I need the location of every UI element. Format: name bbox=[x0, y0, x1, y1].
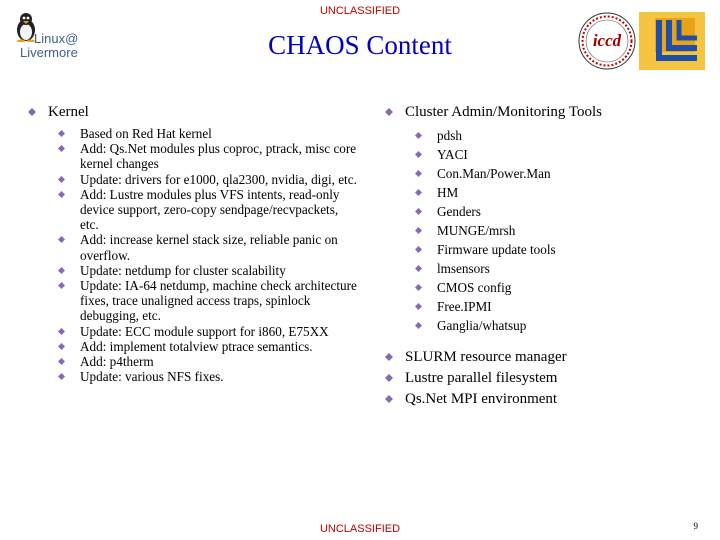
logo-line-1: Linux@ bbox=[34, 31, 79, 46]
diamond-bullet-icon bbox=[58, 343, 65, 350]
diamond-bullet-icon bbox=[415, 265, 422, 272]
page-number: 9 bbox=[693, 521, 698, 531]
diamond-bullet-icon bbox=[58, 176, 65, 183]
list-item bbox=[58, 126, 358, 141]
diamond-bullet-icon bbox=[385, 374, 393, 382]
list-item bbox=[415, 221, 705, 240]
list-item bbox=[58, 369, 358, 384]
tool-item-text: Con.Man/Power.Man bbox=[437, 166, 551, 181]
list-item bbox=[415, 316, 705, 335]
diamond-bullet-icon bbox=[415, 227, 422, 234]
extra-item-text: Qs.Net MPI environment bbox=[405, 391, 558, 407]
cluster-tools-heading: Cluster Admin/Monitoring Tools bbox=[405, 104, 603, 120]
tool-item-text: MUNGE/mrsh bbox=[437, 223, 516, 238]
tool-item-text: pdsh bbox=[437, 128, 462, 143]
kernel-item-text: Add: increase kernel stack size, reliable panic on overflow. bbox=[80, 232, 338, 263]
diamond-bullet-icon bbox=[58, 373, 65, 380]
logo-line-2: Livermore bbox=[20, 45, 78, 60]
diamond-bullet-icon bbox=[58, 130, 65, 137]
classification-top: UNCLASSIFIED bbox=[319, 5, 401, 17]
list-item bbox=[415, 297, 705, 316]
diamond-bullet-icon bbox=[58, 236, 65, 243]
cluster-tools-list bbox=[385, 126, 705, 335]
list-item bbox=[415, 278, 705, 297]
list-item bbox=[58, 278, 358, 324]
kernel-heading: Kernel bbox=[48, 104, 89, 120]
diamond-bullet-icon bbox=[415, 303, 422, 310]
kernel-item-text: Update: netdump for cluster scalability bbox=[80, 262, 286, 278]
diamond-bullet-icon bbox=[58, 358, 65, 365]
kernel-item-text: Add: p4therm bbox=[80, 354, 154, 370]
list-item bbox=[58, 187, 358, 233]
iccd-seal-text: iccd bbox=[592, 31, 622, 50]
list-item bbox=[415, 259, 705, 278]
tool-item-text: CMOS config bbox=[437, 280, 512, 295]
list-item bbox=[385, 349, 705, 366]
right-column bbox=[385, 104, 705, 412]
kernel-item-text: Update: IA-64 netdump, machine check architecture fixes, trace unaligned access traps, spinlock debugging, etc. bbox=[80, 278, 357, 324]
list-item bbox=[415, 145, 705, 164]
list-item bbox=[415, 240, 705, 259]
list-item bbox=[58, 232, 358, 262]
diamond-bullet-icon bbox=[385, 395, 393, 403]
tool-item-text: HM bbox=[437, 185, 459, 200]
diamond-bullet-icon bbox=[58, 267, 65, 274]
bullet-kernel bbox=[28, 104, 358, 121]
list-item bbox=[58, 324, 358, 339]
tool-item-text: Genders bbox=[437, 204, 481, 219]
diamond-bullet-icon bbox=[385, 108, 393, 116]
diamond-bullet-icon bbox=[415, 246, 422, 253]
list-item bbox=[415, 164, 705, 183]
list-item bbox=[58, 354, 358, 369]
slide-title: CHAOS Content bbox=[268, 30, 452, 60]
kernel-item-text: Update: drivers for e1000, qla2300, nvidia, digi, etc. bbox=[80, 171, 357, 187]
diamond-bullet-icon bbox=[385, 353, 393, 361]
list-item bbox=[415, 202, 705, 221]
tool-item-text: Ganglia/whatsup bbox=[437, 318, 527, 333]
kernel-item-text: Update: various NFS fixes. bbox=[80, 369, 224, 385]
diamond-bullet-icon bbox=[415, 208, 422, 215]
extra-list bbox=[385, 349, 705, 408]
list-item bbox=[58, 263, 358, 278]
list-item bbox=[58, 141, 358, 171]
list-item bbox=[58, 339, 358, 354]
diamond-bullet-icon bbox=[58, 282, 65, 289]
bullet-cluster-tools bbox=[385, 104, 705, 121]
diamond-bullet-icon bbox=[415, 322, 422, 329]
kernel-list bbox=[28, 126, 358, 384]
classification-bottom: UNCLASSIFIED bbox=[319, 523, 401, 535]
kernel-item-text: Based on Red Hat kernel bbox=[80, 126, 212, 141]
diamond-bullet-icon bbox=[28, 108, 36, 116]
tool-item-text: Firmware update tools bbox=[437, 242, 556, 257]
kernel-item-text: Add: Qs.Net modules plus coproc, ptrack, misc core kernel changes bbox=[80, 141, 357, 172]
list-item bbox=[385, 370, 705, 387]
kernel-item-text: Update: ECC module support for i860, E75XX bbox=[80, 323, 329, 339]
diamond-bullet-icon bbox=[58, 145, 65, 152]
list-item bbox=[415, 183, 705, 202]
left-column bbox=[28, 104, 358, 384]
extra-item-text: SLURM resource manager bbox=[405, 349, 567, 365]
diamond-bullet-icon bbox=[415, 151, 422, 158]
diamond-bullet-icon bbox=[58, 191, 65, 198]
diamond-bullet-icon bbox=[415, 284, 422, 291]
diamond-bullet-icon bbox=[415, 132, 422, 139]
diamond-bullet-icon bbox=[58, 328, 65, 335]
extra-item-text: Lustre parallel filesystem bbox=[405, 370, 558, 386]
kernel-item-text: Add: implement totalview ptrace semantics. bbox=[80, 338, 313, 354]
tool-item-text: YACI bbox=[437, 147, 468, 162]
diamond-bullet-icon bbox=[415, 189, 422, 196]
list-item bbox=[385, 391, 705, 408]
list-item bbox=[415, 126, 705, 145]
tool-item-text: lmsensors bbox=[437, 261, 490, 276]
right-logos bbox=[577, 10, 707, 72]
list-item bbox=[58, 172, 358, 187]
diamond-bullet-icon bbox=[415, 170, 422, 177]
kernel-item-text: Add: Lustre modules plus VFS intents, read-only device support, zero-copy sendpage/recvpackets, etc. bbox=[80, 186, 340, 233]
tool-item-text: Free.IPMI bbox=[437, 299, 492, 314]
